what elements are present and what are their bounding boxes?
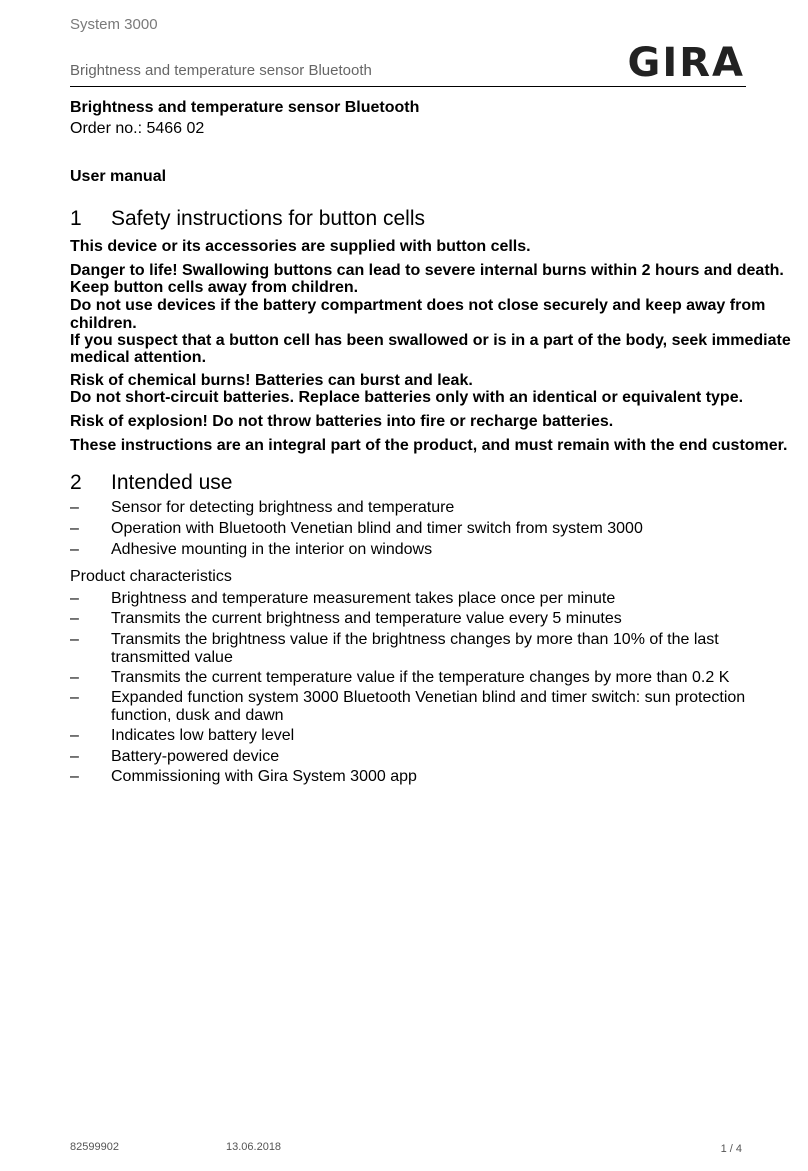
section-1-number: 1 [70, 207, 82, 230]
product-title: Brightness and temperature sensor Bluetooth [70, 99, 420, 116]
safety-line: These instructions are an integral part of the product, and must remain with the end customer. [70, 437, 788, 454]
section-2-heading [70, 471, 232, 495]
section-1-heading [70, 207, 425, 231]
safety-line: children. [70, 315, 137, 332]
safety-line: Danger to life! Swallowing buttons can lead to severe internal burns within 2 hours and death. [70, 262, 784, 279]
dash-bullet: – [70, 631, 79, 648]
dash-bullet: – [70, 499, 79, 516]
dash-bullet: – [70, 610, 79, 627]
order-number: Order no.: 5466 02 [70, 120, 205, 137]
gira-logo: GIRA [627, 40, 745, 86]
safety-line: Keep button cells away from children. [70, 279, 359, 296]
section-1-title: Safety instructions for button cells [111, 207, 425, 230]
dash-bullet: – [70, 689, 79, 706]
section-2-number: 2 [70, 471, 82, 494]
section-2-title: Intended use [111, 471, 233, 494]
safety-line: This device or its accessories are supplied with button cells. [70, 238, 531, 255]
dash-bullet: – [70, 590, 79, 607]
dash-bullet: – [70, 520, 79, 537]
safety-line: Do not short-circuit batteries. Replace batteries only with an identical or equivalent type. [70, 389, 744, 406]
series-label: System 3000 [70, 16, 158, 33]
dash-bullet: – [70, 727, 79, 744]
document-number: 82599902 [70, 1141, 119, 1153]
characteristics-heading: Product characteristics [70, 568, 232, 585]
dash-bullet: – [70, 541, 79, 558]
safety-line: medical attention. [70, 349, 207, 366]
document-date: 13.06.2018 [226, 1141, 282, 1153]
document-type: User manual [70, 168, 167, 185]
header-subtitle: Brightness and temperature sensor Bluetooth [70, 62, 372, 79]
dash-bullet: – [70, 748, 79, 765]
safety-line: If you suspect that a button cell has been swallowed or is in a part of the body, seek immediate [70, 332, 791, 349]
header-divider [70, 86, 746, 87]
safety-line: Risk of explosion! Do not throw batteries into fire or recharge batteries. [70, 413, 614, 430]
page-number: 1 / 4 [720, 1143, 742, 1155]
safety-line: Risk of chemical burns! Batteries can burst and leak. [70, 372, 473, 389]
dash-bullet: – [70, 669, 79, 686]
dash-bullet: – [70, 768, 79, 785]
safety-line: Do not use devices if the battery compartment does not close securely and keep away from [70, 297, 766, 314]
